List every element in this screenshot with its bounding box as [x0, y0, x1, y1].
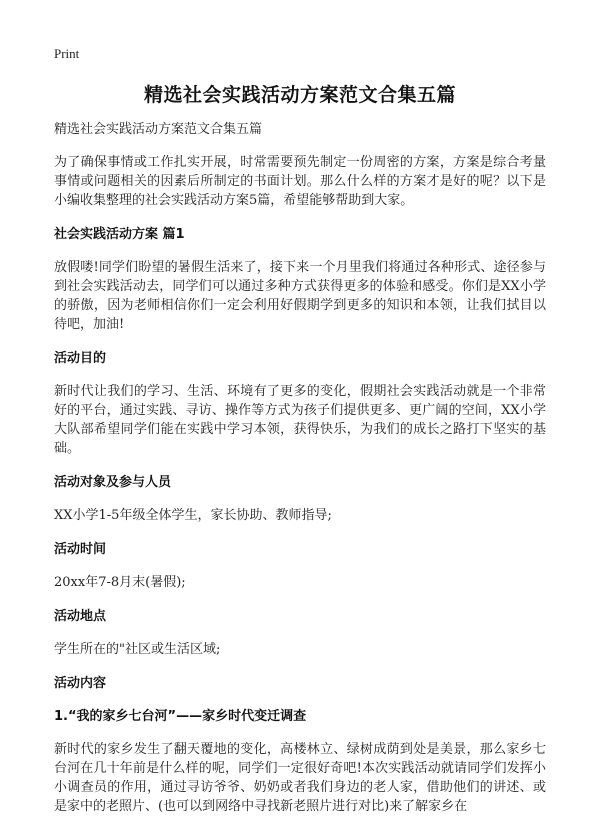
print-label[interactable]: Print: [54, 46, 80, 61]
place-paragraph: 学生所在的"社区或生活区域;: [54, 642, 221, 657]
time-paragraph: 20xx年7-8月末(暑假);: [54, 575, 186, 590]
document-subtitle: 精选社会实践活动方案范文合集五篇: [54, 122, 263, 137]
content-heading: 活动内容: [54, 676, 107, 691]
target-paragraph: XX小学1-5年级全体学生，家长协助、教师指导;: [54, 508, 332, 523]
goal-paragraph: 新时代让我们的学习、生活、环境有了更多的变化，假期社会实践活动就是一个非常好的平台，通过实践、寻访、操作等方式为孩子们提供更多、更广阔的空间，XX小学大队部希望同学们能在实践中学习本领，获得快乐，为我们的成长之路打下坚实的基础。: [54, 384, 546, 456]
section-heading-1: 社会实践活动方案 篇1: [54, 227, 185, 242]
intro-paragraph: 为了确保事情或工作扎实开展，时常需要预先制定一份周密的方案，方案是综合考量事情或问题相关的因素后所制定的书面计划。那么什么样的方案才是好的呢？以下是小编收集整理的社会实践活动方案5篇，希望能够帮助到大家。: [54, 155, 546, 208]
goal-heading: 活动目的: [54, 351, 107, 366]
target-heading: 活动对象及参与人员: [54, 475, 172, 490]
place-heading: 活动地点: [54, 609, 107, 624]
document-title: 精选社会实践活动方案范文合集五篇: [143, 84, 456, 106]
item-1-heading: 1.“我的家乡七台河”——家乡时代变迁调查: [54, 709, 307, 724]
document-body: [54, 120, 546, 831]
time-heading: 活动时间: [54, 542, 107, 557]
section-1-paragraph: 放假喽!同学们盼望的暑假生活来了，接下来一个月里我们将通过各种形式、途径参与到社会实践活动去，同学们可以通过多种方式获得更多的体验和感受。你们是XX小学的骄傲，因为老师相信你们一定会利用好假期学到更多的知识和本领，让我们拭目以待吧，加油!: [54, 260, 546, 332]
item-1-paragraph: 新时代的家乡发生了翻天覆地的变化，高楼林立、绿树成荫到处是美景，那么家乡七台河在几十年前是什么样的呢，同学们一定很好奇吧!本次实践活动就请同学们发挥小小调查员的作用，通过寻访爷爷、奶奶或者我们身边的老人家，借助他们的讲述、或是家中的老照片、(也可以到网络中寻找新老照片进行对比)来了解家乡在: [54, 742, 546, 814]
